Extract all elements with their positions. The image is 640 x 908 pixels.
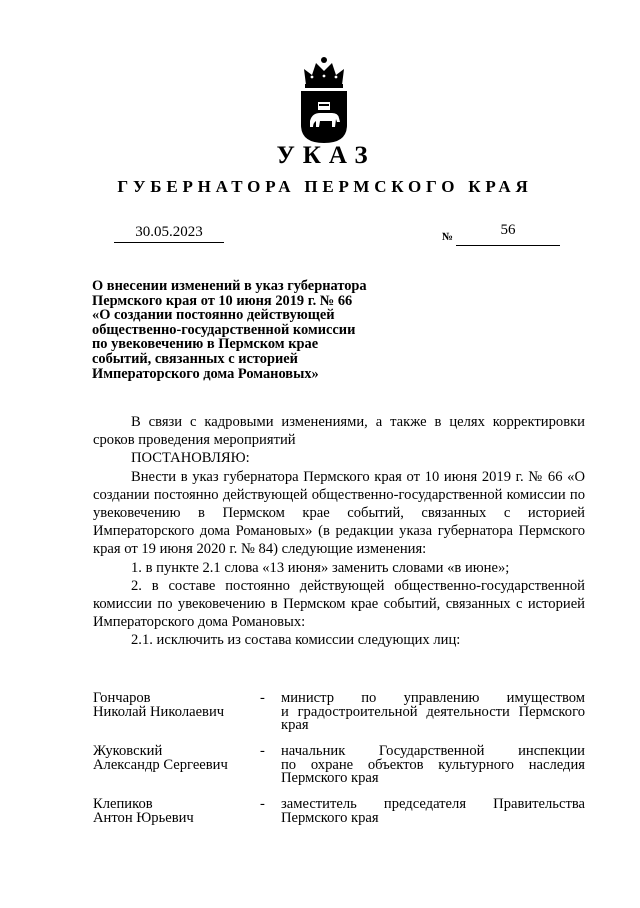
position-line: Пермского края <box>281 770 379 787</box>
paragraph-item-2-1: 2.1. исключить из состава комиссии следующих лиц: <box>131 632 461 649</box>
number-underline <box>456 245 560 246</box>
member-surname: Гончаров <box>93 690 151 706</box>
subject-line: Императорского дома Романовых» <box>92 365 319 382</box>
subject-line: «О создании постоянно действующей <box>92 307 335 324</box>
subject-line: О внесении изменений в указ губернатора <box>92 278 367 294</box>
member-given-name: Антон Юрьевич <box>93 809 194 826</box>
member-surname: Клепиков <box>93 796 153 812</box>
paragraph-amendment: Внести в указ губернатора Пермского края от 10 июня 2019 г. № 66 «О создании постоянно действующей общественно-государственной комиссии по увековечению в Пермском крае событий, связанных с историей Императорского дома Романовых» (в редакции указа губернатора Пермского края от 19 июня 2020 г. № 84) следующие изменения: <box>93 468 585 558</box>
position-line: Пермского края <box>281 809 379 826</box>
document-subject <box>92 279 402 381</box>
paragraph-item-2: 2. в составе постоянно действующей общественно-государственной комиссии по увековечению в Пермском крае событий, связанных с историей Императорского дома Романовых: <box>93 577 585 631</box>
document-date: 30.05.2023 <box>114 224 224 243</box>
position-line: по охране объектов культурного наследия <box>281 756 585 773</box>
document-subtitle: ГУБЕРНАТОРА ПЕРМСКОГО КРАЯ <box>117 177 533 196</box>
position-line: и градостроительной деятельности Пермского <box>281 703 585 720</box>
subject-line: общественно-государственной комиссии <box>92 321 356 338</box>
member-position <box>281 798 585 825</box>
subject-line: событий, связанных с историей <box>92 350 298 367</box>
paragraph-decree: ПОСТАНОВЛЯЮ: <box>131 450 250 467</box>
document-title: УКАЗ <box>276 142 376 169</box>
member-position <box>281 692 585 733</box>
document-number: 56 <box>500 222 516 238</box>
member-name <box>93 798 253 825</box>
member-name <box>93 745 253 772</box>
position-line: министр по управлению имуществом <box>281 690 585 706</box>
coat-of-arms-emblem <box>298 55 350 145</box>
member-name <box>93 692 253 719</box>
member-surname: Жуковский <box>93 743 163 759</box>
subject-line: Пермского края от 10 июня 2019 г. № 66 <box>92 292 353 309</box>
member-dash: - <box>260 796 265 812</box>
subject-line: по увековечению в Пермском крае <box>92 336 319 353</box>
position-line: края <box>281 717 309 734</box>
document-body <box>93 413 585 650</box>
position-line: начальник Государственной инспекции <box>281 743 585 759</box>
member-given-name: Николай Николаевич <box>93 703 225 720</box>
position-line: заместитель председателя Правительства <box>281 796 585 812</box>
number-label: № <box>442 231 454 243</box>
member-dash: - <box>260 690 265 706</box>
paragraph-item-1: 1. в пункте 2.1 слова «13 июня» заменить словами «в июне»; <box>131 559 510 576</box>
member-position <box>281 745 585 786</box>
paragraph-preamble: В связи с кадровыми изменениями, а также в целях корректировки сроков проведения мероприятий <box>93 414 585 449</box>
member-dash: - <box>260 743 265 759</box>
member-given-name: Александр Сергеевич <box>93 756 228 773</box>
